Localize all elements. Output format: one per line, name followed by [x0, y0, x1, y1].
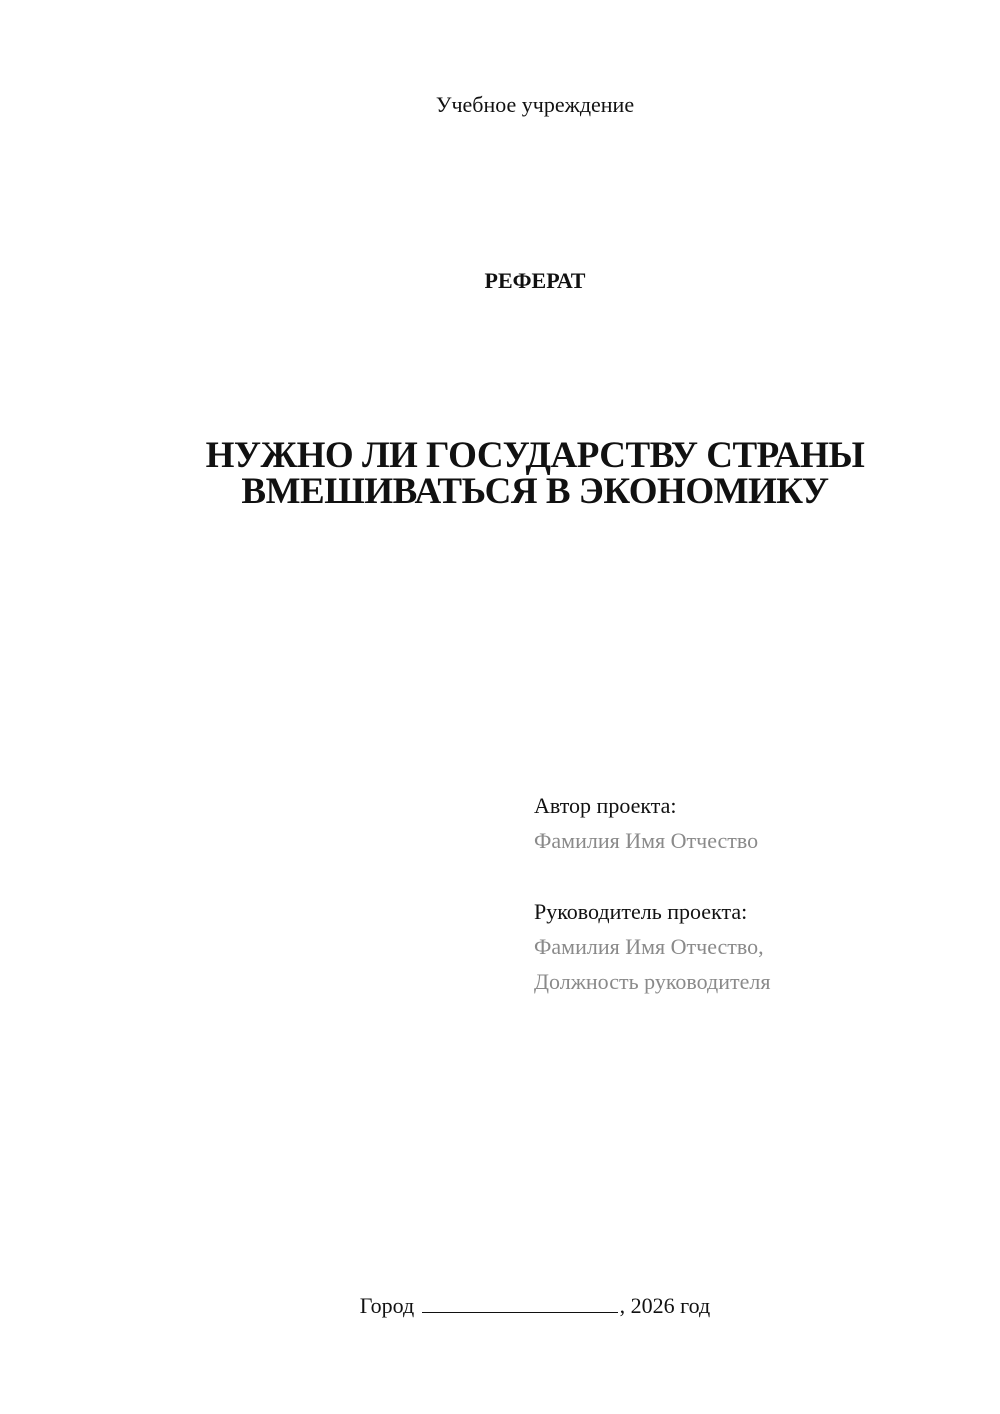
supervisor-label: Руководитель проекта: [534, 899, 748, 924]
supervisor-name: Фамилия Имя Отчество, [534, 934, 764, 959]
institution-name: Учебное учреждение [435, 92, 635, 117]
title-line-2: ВМЕШИВАТЬСЯ В ЭКОНОМИКУ [241, 471, 829, 512]
document-title [160, 435, 910, 512]
supervisor-block [534, 894, 770, 999]
year-text: , 2026 год [619, 1293, 711, 1318]
supervisor-position: Должность руководителя [534, 969, 771, 994]
document-type: РЕФЕРАТ [484, 268, 586, 293]
author-block [534, 788, 758, 858]
city-blank-line [422, 1290, 618, 1313]
author-label: Автор проекта: [534, 793, 677, 818]
author-name: Фамилия Имя Отчество [534, 828, 759, 853]
title-line-1: НУЖНО ЛИ ГОСУДАРСТВУ СТРАНЫ [205, 435, 865, 476]
city-year-line [160, 1290, 910, 1319]
city-label: Город [359, 1293, 415, 1318]
